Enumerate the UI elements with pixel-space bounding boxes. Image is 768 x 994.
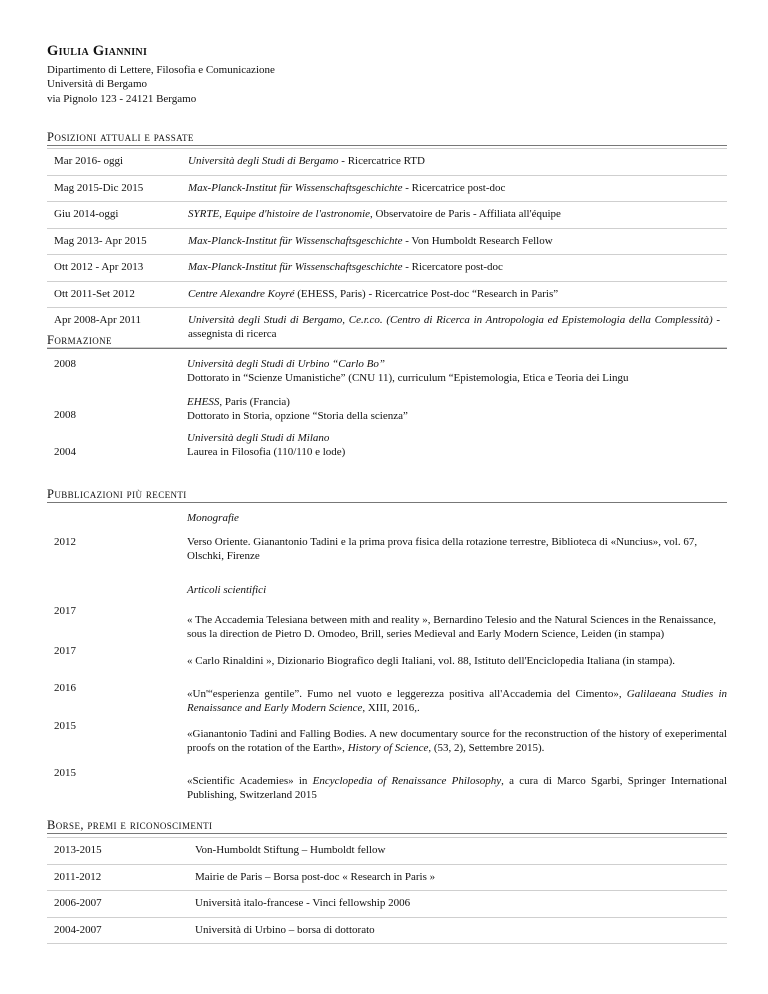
monographs-label: Monografie: [187, 512, 239, 524]
position-role: - Ricercatrice RTD: [338, 155, 425, 167]
position-institution: Centre Alexandre Koyré: [188, 287, 295, 300]
position-date: Mag 2015-Dic 2015: [47, 175, 181, 202]
article-title: «Scientific Academies» in: [187, 775, 313, 787]
education-institution: EHESS: [187, 396, 220, 408]
position-desc: [181, 228, 727, 255]
articles-label: Articoli scientifici: [187, 584, 267, 596]
position-desc: [181, 255, 727, 282]
article-entry: « The Accademia Telesiana between mith and reality », Bernardino Telesio and the Natural Sciences in the Renaissance, sous la direction de Pietro D. Omodeo, Brill, series Medieval and Early Modern Science, Leiden (in stampa): [187, 614, 717, 640]
address-line: via Pignolo 123 - 24121 Bergamo: [47, 92, 197, 105]
publication-year: 2017: [54, 645, 76, 657]
position-date: Mag 2013- Apr 2015: [47, 228, 181, 255]
table-row: [47, 228, 727, 255]
table-row: [47, 175, 727, 202]
awards-table: [47, 837, 727, 944]
table-row: [47, 281, 727, 308]
education-detail: Dottorato in “Scienze Umanistiche” (CNU 11), curriculum “Epistemologia, Etica e Teoria dei Lingu: [187, 371, 629, 384]
position-date: Giu 2014-oggi: [47, 202, 181, 229]
article-entry: [187, 775, 727, 802]
award-text: Università italo-francese - Vinci fellowship 2006: [188, 891, 727, 918]
table-row: [47, 917, 727, 944]
table-row: [47, 149, 727, 176]
position-role: , Observatoire de Paris - Affiliata all'équipe: [370, 208, 561, 220]
education-year: 2008: [54, 358, 76, 370]
table-row: [47, 202, 727, 229]
position-desc: [181, 202, 727, 229]
publication-year: 2016: [54, 682, 76, 694]
position-desc: [181, 149, 727, 176]
position-institution: SYRTE, Equipe d'histoire de l'astronomie: [188, 208, 371, 220]
article-entry: [187, 688, 727, 715]
position-institution: Università degli Studi di Bergamo: [188, 155, 339, 167]
department-line: Dipartimento di Lettere, Filosofia e Comunicazione: [47, 64, 275, 76]
education-year: 2004: [54, 446, 76, 458]
article-details: , XIII, 2016,.: [362, 701, 420, 714]
award-date: 2011-2012: [47, 864, 188, 891]
article-journal: Galilaeana Studies in Renaissance and Early Modern Science: [187, 688, 728, 714]
education-location: , Paris (Francia): [219, 396, 290, 408]
award-text: Von-Humboldt Stiftung – Humboldt fellow: [188, 838, 727, 865]
award-text: Università di Urbino – borsa di dottorato: [188, 917, 727, 944]
table-row: [47, 838, 727, 865]
position-role: (EHESS, Paris) - Ricercatrice Post-doc “Research in Paris”: [294, 287, 559, 300]
education-year: 2008: [54, 409, 76, 421]
position-institution: Max-Planck-Institut für Wissenschaftsgeschichte: [188, 261, 403, 273]
article-details: , (53, 2), Settembre 2015).: [428, 741, 545, 754]
position-desc: [181, 281, 727, 308]
publication-year: 2015: [54, 767, 76, 779]
position-role: - assegnista di ricerca: [188, 314, 720, 340]
position-date: Ott 2011-Set 2012: [47, 281, 181, 308]
publication-year: 2017: [54, 605, 76, 617]
education-detail: Dottorato in Storia, opzione “Storia della scienza”: [187, 409, 408, 422]
publication-year: 2012: [54, 536, 76, 548]
education-institution: Università degli Studi di Urbino “Carlo Bo”: [187, 358, 386, 370]
position-institution: Max-Planck-Institut für Wissenschaftsgeschichte: [188, 181, 403, 194]
article-details: , a cura di Marco Sgarbi, Springer International Publishing, Switzerland 2015: [187, 775, 727, 801]
position-date: Ott 2012 - Apr 2013: [47, 255, 181, 282]
award-date: 2013-2015: [47, 838, 188, 865]
position-date: Apr 2008-Apr 2011: [47, 308, 181, 348]
publication-year: 2015: [54, 720, 76, 732]
award-date: 2006-2007: [47, 891, 188, 918]
position-date: Mar 2016- oggi: [47, 149, 181, 176]
section-title-publications: Pubblicazioni più recenti: [47, 487, 727, 503]
award-text: Mairie de Paris – Borsa post-doc « Research in Paris »: [188, 864, 727, 891]
article-title: «Gianantonio Tadini and Falling Bodies. A new documentary source for the reconstruction of the history of exeperimental proofs on the rotation of the Earth»,: [187, 728, 727, 754]
article-journal: History of Science: [347, 741, 429, 754]
education-text: [187, 396, 727, 423]
university-line: Università di Bergamo: [47, 78, 147, 91]
position-institution: Max-Planck-Institut für Wissenschaftsgeschichte: [188, 234, 403, 247]
article-entry: « Carlo Rinaldini », Dizionario Biografico degli Italiani, vol. 88, Istituto dell'Enciclopedia Italiana (in stampa).: [187, 655, 675, 667]
section-title-education: Formazione: [47, 333, 727, 349]
education-detail: Laurea in Filosofia (110/110 e lode): [187, 445, 346, 458]
author-name: Giulia Giannini: [47, 43, 148, 59]
education-institution: Università degli Studi di Milano: [187, 432, 330, 444]
monograph-entry: Verso Oriente. Gianantonio Tadini e la prima prova fisica della rotazione terrestre, Biblioteca di «Nuncius», vol. 67, Olschki, Firenze: [187, 536, 698, 562]
section-title-awards: Borse, premi e riconoscimenti: [47, 818, 727, 834]
position-institution: Università degli Studi di Bergamo, Ce.r.co. (Centro di Ricerca in Antropologia ed Epistemologia della Complessità): [188, 314, 713, 326]
position-desc: [181, 175, 727, 202]
award-date: 2004-2007: [47, 917, 188, 944]
article-title: «Un'“esperienza gentile”. Fumo nel vuoto e leggerezza positiva all'Accademia del Cimento»,: [187, 688, 627, 700]
article-book: Encyclopedia of Renaissance Philosophy: [312, 775, 502, 787]
article-entry: [187, 728, 727, 755]
position-role: - Ricercatore post-doc: [402, 261, 503, 273]
table-row: [47, 255, 727, 282]
position-role: - Ricercatrice post-doc: [402, 181, 506, 194]
table-row: [47, 891, 727, 918]
cv-header: [47, 43, 727, 106]
education-text: [187, 358, 727, 385]
education-text: [187, 432, 727, 459]
section-title-positions: Posizioni attuali e passate: [47, 130, 727, 146]
table-row: [47, 864, 727, 891]
positions-table: [47, 148, 727, 348]
position-role: - Von Humboldt Research Fellow: [402, 234, 553, 247]
